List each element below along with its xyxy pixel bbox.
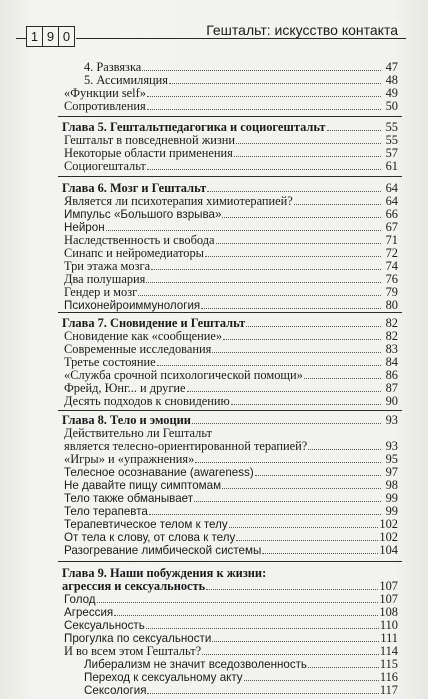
toc-entry [62,593,398,606]
leader-dots [308,449,381,450]
toc-entry-page: 97 [385,465,398,479]
leader-dots [246,326,381,327]
toc-entry-title: Наследственность и свобода [64,233,215,247]
chapter-title: Глава 9. Наши побуждения к жизни: [62,566,267,580]
toc-entry-page: 66 [385,207,398,221]
leader-dots [231,404,381,405]
toc-entry-page: 86 [385,368,398,382]
leader-dots [195,462,381,463]
toc-entry-title: «Функции self» [64,86,146,100]
leader-dots [192,423,381,424]
leader-dots [207,191,381,192]
toc-entry-title: Социогештальт [64,159,146,173]
toc-entry-page: 84 [385,355,398,369]
toc-entry-page: 74 [385,259,398,273]
toc-entry-page: 48 [385,73,398,87]
leader-dots [149,514,381,515]
toc-entry-title: Третье состояние [64,355,156,369]
toc-entry-title: Терапевтическое телом к телу [64,518,228,531]
leader-dots [327,130,381,131]
toc-entry-title: Тело также обманывает [64,492,194,505]
toc-entry-page: 102 [379,530,398,544]
toc-entry-title: Сексология [84,684,147,697]
toc-entry-title: Два полушария [64,272,146,286]
toc-entry-page: 110 [379,618,398,632]
toc-entry [62,671,398,684]
leader-dots [222,488,381,489]
toc-entry-title: является телесно-ориентированной терапией? [64,439,308,453]
toc-entry-page: 57 [385,146,398,160]
toc-entry-title: Синапс и нейромедиаторы [64,246,204,260]
toc-entry-title: Является ли психотерапия химиотерапией? [64,194,293,208]
toc-entry-title: Фрейд, Юнг... и другие [64,381,186,395]
chapter-title: Глава 6. Мозг и Гештальт [62,181,207,195]
toc-entry-page: 107 [379,592,398,606]
toc-entry-title: Сопротивления [64,99,146,113]
toc-entry-title: Либерализм не значит вседозволенность [84,658,307,671]
chapter-divider [58,176,402,177]
toc-entry [62,466,398,479]
toc-entry-title: 4. Развязка [84,60,142,74]
toc-entry-page: 104 [379,543,398,557]
toc-entry-title: Тело терапевта [64,505,148,518]
leader-dots [206,589,378,590]
toc-chapter [62,580,398,593]
leader-dots [169,83,381,84]
leader-dots [146,282,381,283]
toc-entry [62,453,398,466]
toc-entry-title: Некоторые области применения [64,146,233,160]
toc-entry [62,645,398,658]
toc-entry [62,395,398,408]
toc-entry-page: 55 [385,120,398,134]
toc-entry-page: 114 [379,644,398,658]
toc-entry-title: Импульс «Большого взрыва» [64,208,222,221]
leader-dots [147,169,381,170]
toc-entry-page: 76 [385,272,398,286]
toc-entry-page: 98 [385,478,398,492]
toc-entry-page: 82 [385,316,398,330]
leader-dots [223,339,381,340]
leader-dots [212,352,381,353]
toc-entry [62,606,398,619]
toc-entry-title: Психонейроиммунология [64,299,201,312]
chapter-divider [58,561,402,562]
toc-entry [62,518,398,531]
toc-entry-page: 64 [385,194,398,208]
toc-entry-title: Сексуальность [64,619,145,632]
leader-dots [244,680,379,681]
leader-dots [151,269,381,270]
leader-dots [205,256,381,257]
leader-dots [138,295,381,296]
leader-dots [147,109,381,110]
toc-entry-page: 71 [385,233,398,247]
toc-entry-title: Нейрон [64,221,105,234]
toc-entry-title: От тела к слову, от слова к телу [64,531,236,544]
leader-dots [236,143,381,144]
toc-entry-page: 72 [385,246,398,260]
page-digit: 9 [42,26,59,47]
toc-entry-page: 111 [380,631,398,645]
toc-entry-page: 107 [379,579,398,593]
toc-entry [62,684,398,697]
toc-entry-page: 55 [385,133,398,147]
toc-entry-title: Три этажа мозга [64,259,151,273]
toc-entry-title: Действительно ли Гештальт [64,426,212,440]
toc-entry-page: 64 [385,181,398,195]
toc-entry-title: Разогревание лимбической системы [64,544,262,557]
leader-dots [308,667,379,668]
toc-entry-title: 5. Ассимиляция [84,73,168,87]
leader-dots [114,615,378,616]
toc-entry-title: Агрессия [64,606,114,619]
toc-entry-page: 47 [385,60,398,74]
page-digit: 0 [58,26,75,47]
toc-entry-page: 95 [385,452,398,466]
toc-entry [62,286,398,299]
toc-entry-page: 49 [385,86,398,100]
leader-dots [202,654,379,655]
leader-dots [106,230,381,231]
leader-dots [262,553,378,554]
leader-dots [255,475,381,476]
leader-dots [187,391,381,392]
toc-entry [62,195,398,208]
chapter-title: агрессия и сексуальность [62,579,206,593]
chapter-divider [58,312,402,313]
leader-dots [201,308,381,309]
leader-dots [304,378,381,379]
chapter-title: Глава 8. Тело и эмоции [62,413,191,427]
toc-entry-title: Современные исследования [64,342,212,356]
leader-dots [229,527,379,528]
leader-dots [147,693,378,694]
toc-entry-title: «Служба срочной психологической помощи» [64,368,303,382]
leader-dots [294,204,381,205]
toc-entry [62,160,398,173]
toc-entry [62,505,398,518]
chapter-divider [58,410,402,411]
toc-entry-page: 90 [385,394,398,408]
toc-entry-title: «Игры» и «упражнения» [64,452,195,466]
leader-dots [216,243,381,244]
toc-entry [62,619,398,632]
leader-dots [147,96,381,97]
leader-dots [222,217,381,218]
toc-entry-page: 108 [379,605,398,619]
chapter-title: Глава 7. Сновидение и Гештальт [62,316,246,330]
leader-dots [212,641,379,642]
toc-entry-title: Переход к сексуальному акту [84,671,243,684]
toc-entry [62,544,398,557]
toc-entry-page: 83 [385,342,398,356]
toc-entry-title: Не давайте пищу симптомам [64,479,222,492]
toc-entry-title: Прогулка по сексуальности [64,632,212,645]
toc-entry-page: 79 [385,285,398,299]
leader-dots [146,628,379,629]
toc-entry-page: 93 [385,413,398,427]
toc-entry [62,299,398,312]
toc-entry-page: 99 [385,504,398,518]
leader-dots [97,602,379,603]
page-digit: 1 [26,26,43,47]
chapter-title: Глава 5. Гештальтпедагогика и социогештальт [62,120,326,134]
leader-dots [236,540,378,541]
toc-entry-page: 82 [385,329,398,343]
toc-entry-page: 80 [385,298,398,312]
toc-entry-page: 87 [385,381,398,395]
toc-entry-page: 99 [385,491,398,505]
toc-entry-title: Телесное осознавание (awareness) [64,466,254,479]
toc-entry-page: 117 [379,683,398,697]
toc-entry [62,208,398,221]
toc-entry [62,658,398,671]
toc-entry-title: Гендер и мозг [64,285,138,299]
toc-entry [62,479,398,492]
toc-entry-page: 93 [385,439,398,453]
toc-entry-page: 116 [379,670,398,684]
toc-entry [62,531,398,544]
toc-entry-page: 50 [385,99,398,113]
running-title: Гештальт: искусство контакта [200,22,400,38]
chapter-divider [58,116,402,117]
toc-entry-title: Голод [64,593,96,606]
toc-entry-title: Десять подходов к сновидению [64,394,230,408]
toc-entry-page: 61 [385,159,398,173]
toc-entry-title: Гештальт в повседневной жизни [64,133,236,147]
toc-entry [62,492,398,505]
leader-dots [194,501,381,502]
toc-entry-page: 67 [385,220,398,234]
toc-entry [62,100,398,113]
leader-dots [234,156,381,157]
toc-entry-title: И во всем этом Гештальт? [64,644,202,658]
leader-dots [157,365,381,366]
leader-dots [142,70,381,71]
toc-entry-title: Сновидение как «сообщение» [64,329,223,343]
toc-entry-page: 115 [379,657,398,671]
toc-entry-page: 102 [379,517,398,531]
